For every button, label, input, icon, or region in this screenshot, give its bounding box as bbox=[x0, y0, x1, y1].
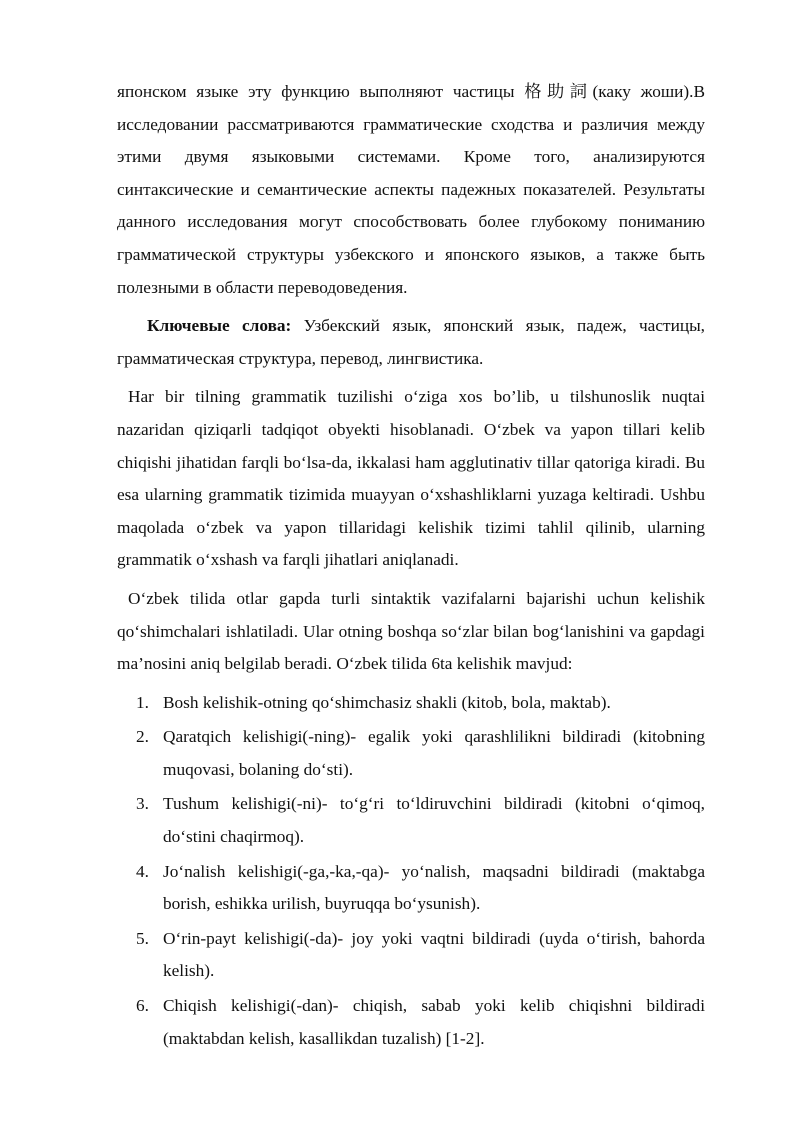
list-item bbox=[117, 687, 705, 720]
list-item bbox=[117, 923, 705, 988]
abstract-paragraph: японском языке эту функцию выполняют частицы 格助詞(каку жоши).В исследовании рассматриваются грамматические сходства и различия между этими двумя языковыми системами. Кроме того, анализируются синтаксические и семантические аспекты падежных показателей. Результаты данного исследования могут способствовать более глубокому пониманию грамматической структуры узбекского и японского языков, а также быть полезными в области переводоведения. bbox=[117, 82, 705, 297]
list-item-text: Tushum kelishigi(-ni)- to‘g‘ri to‘ldiruvchini bildiradi (kitobni o‘qimoq, do‘stini chaqirmoq). bbox=[163, 794, 705, 847]
list-item-number: 3. bbox=[136, 794, 149, 814]
intro-paragraph: Har bir tilning grammatik tuzilishi o‘ziga xos bo’lib, u tilshunoslik nuqtai nazaridan qiziqarli tadqiqot obyekti hisoblanadi. O‘zbek va yapon tillari kelib chiqishi jihatidan farqli bo‘lsa-da, ikkalasi ham agglutinativ tillar qatoriga kiradi. Bu esa ularning grammatik tizimida muayyan o‘xshashliklarni yuzaga keltiradi. Ushbu maqolada o‘zbek va yapon tillaridagi kelishik tizimi tahlil qilinib, ularning grammatik o‘xshash va farqli jihatlari aniqlanadi. bbox=[117, 387, 705, 570]
list-item-text: O‘rin-payt kelishigi(-da)- joy yoki vaqtni bildiradi (uyda o‘tirish, bahorda kelish). bbox=[163, 928, 705, 981]
list-item-number: 4. bbox=[136, 861, 149, 881]
list-item-text: Jo‘nalish kelishigi(-ga,-ka,-qa)- yo‘nalish, maqsadni bildiradi (maktabga borish, eshikka urilish, buyruqqa bo‘ysunish). bbox=[163, 861, 705, 914]
list-item-number: 6. bbox=[136, 996, 149, 1016]
keywords-text: Узбекский язык, японский язык, падеж, частицы, грамматическая структура, перевод, лингвистика. bbox=[117, 316, 706, 368]
list-item-text: Chiqish kelishigi(-dan)- chiqish, sabab yoki kelib chiqishni bildiradi (maktabdan kelish, kasallikdan tuzalish) [1-2]. bbox=[163, 996, 705, 1048]
list-item bbox=[117, 856, 705, 921]
document-page bbox=[117, 76, 705, 1057]
cases-intro-paragraph: O‘zbek tilida otlar gapda turli sintaktik vazifalarni bajarishi uchun kelishik qo‘shimchalari ishlatiladi. Ular otning boshqa so‘zlar bilan bog‘lanishini va gapdagi ma’nosini aniq belgilab beradi. O‘zbek tilida 6ta kelishik mavjud: bbox=[117, 588, 705, 674]
list-item-number: 2. bbox=[136, 727, 149, 747]
list-item-number: 5. bbox=[136, 928, 149, 948]
list-item-number: 1. bbox=[136, 692, 149, 712]
list-item-text: Bosh kelishik-otning qo‘shimchasiz shakli (kitob, bola, maktab). bbox=[163, 692, 611, 712]
list-item bbox=[117, 990, 705, 1055]
list-item bbox=[117, 788, 705, 853]
list-item-text: Qaratqich kelishigi(-ning)- egalik yoki qarashlilikni bildiradi (kitobning muqovasi, bolaning do‘sti). bbox=[163, 727, 705, 779]
keywords-label: Ключевые слова: bbox=[147, 316, 292, 336]
cases-list bbox=[117, 687, 705, 1056]
keywords-paragraph bbox=[117, 310, 705, 375]
list-item bbox=[117, 721, 705, 786]
